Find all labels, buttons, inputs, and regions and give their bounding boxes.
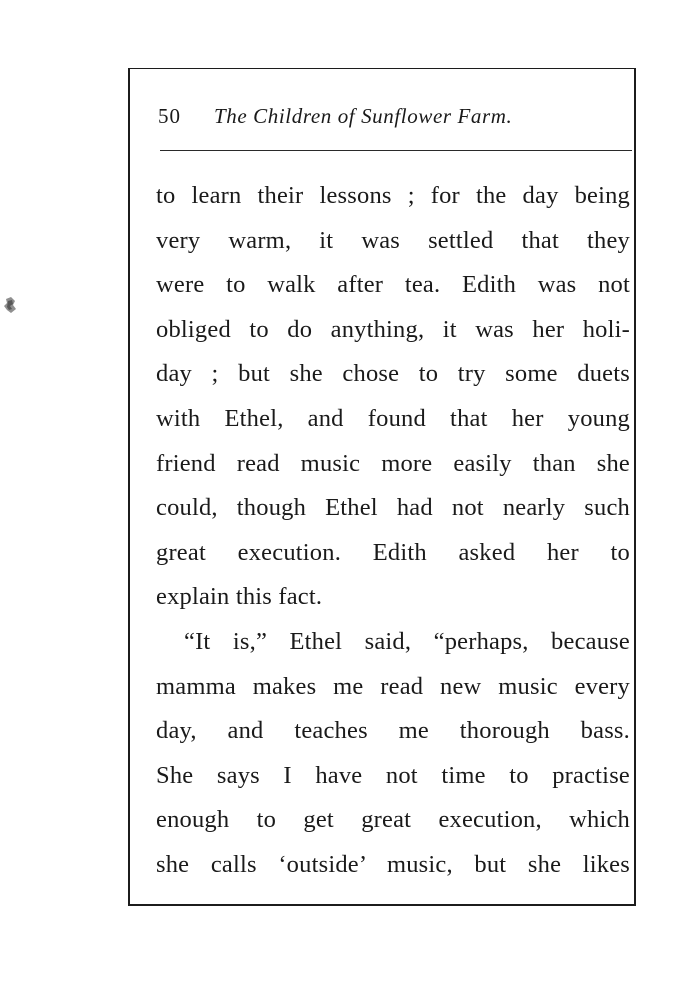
text-line: great execution. Edith asked her to <box>156 538 630 566</box>
text-line: friend read music more easily than she <box>156 449 630 477</box>
text-line: could, though Ethel had not nearly such <box>156 494 630 522</box>
text-line: mamma makes me read new music every <box>156 672 630 700</box>
text-line: explain this fact. <box>156 583 323 611</box>
page-number: 50 <box>158 104 181 128</box>
book-title: The Children of Sunflower Farm. <box>214 104 513 128</box>
text-line: to learn their lessons ; for the day being <box>156 182 630 209</box>
text-line: with Ethel, and found that her young <box>156 404 630 432</box>
text-line: day ; but she chose to try some duets <box>156 360 630 388</box>
text-line: very warm, it was settled that they <box>156 226 630 254</box>
text-line: she calls ‘outside’ music, but she likes <box>156 850 630 878</box>
ink-speck-mark <box>3 296 17 314</box>
text-line: enough to get great execution, which <box>156 806 630 834</box>
text-line: obliged to do anything, it was her holi- <box>156 315 630 343</box>
text-line: day, and teaches me thorough bass. <box>156 717 630 745</box>
running-head <box>158 100 628 132</box>
text-line: She says I have not time to practise <box>156 761 630 789</box>
paragraph-start-line: “It is,” Ethel said, “perhaps, because <box>184 627 630 655</box>
text-line: were to walk after tea. Edith was not <box>156 271 630 299</box>
body-text <box>156 174 630 888</box>
header-rule <box>160 150 632 151</box>
